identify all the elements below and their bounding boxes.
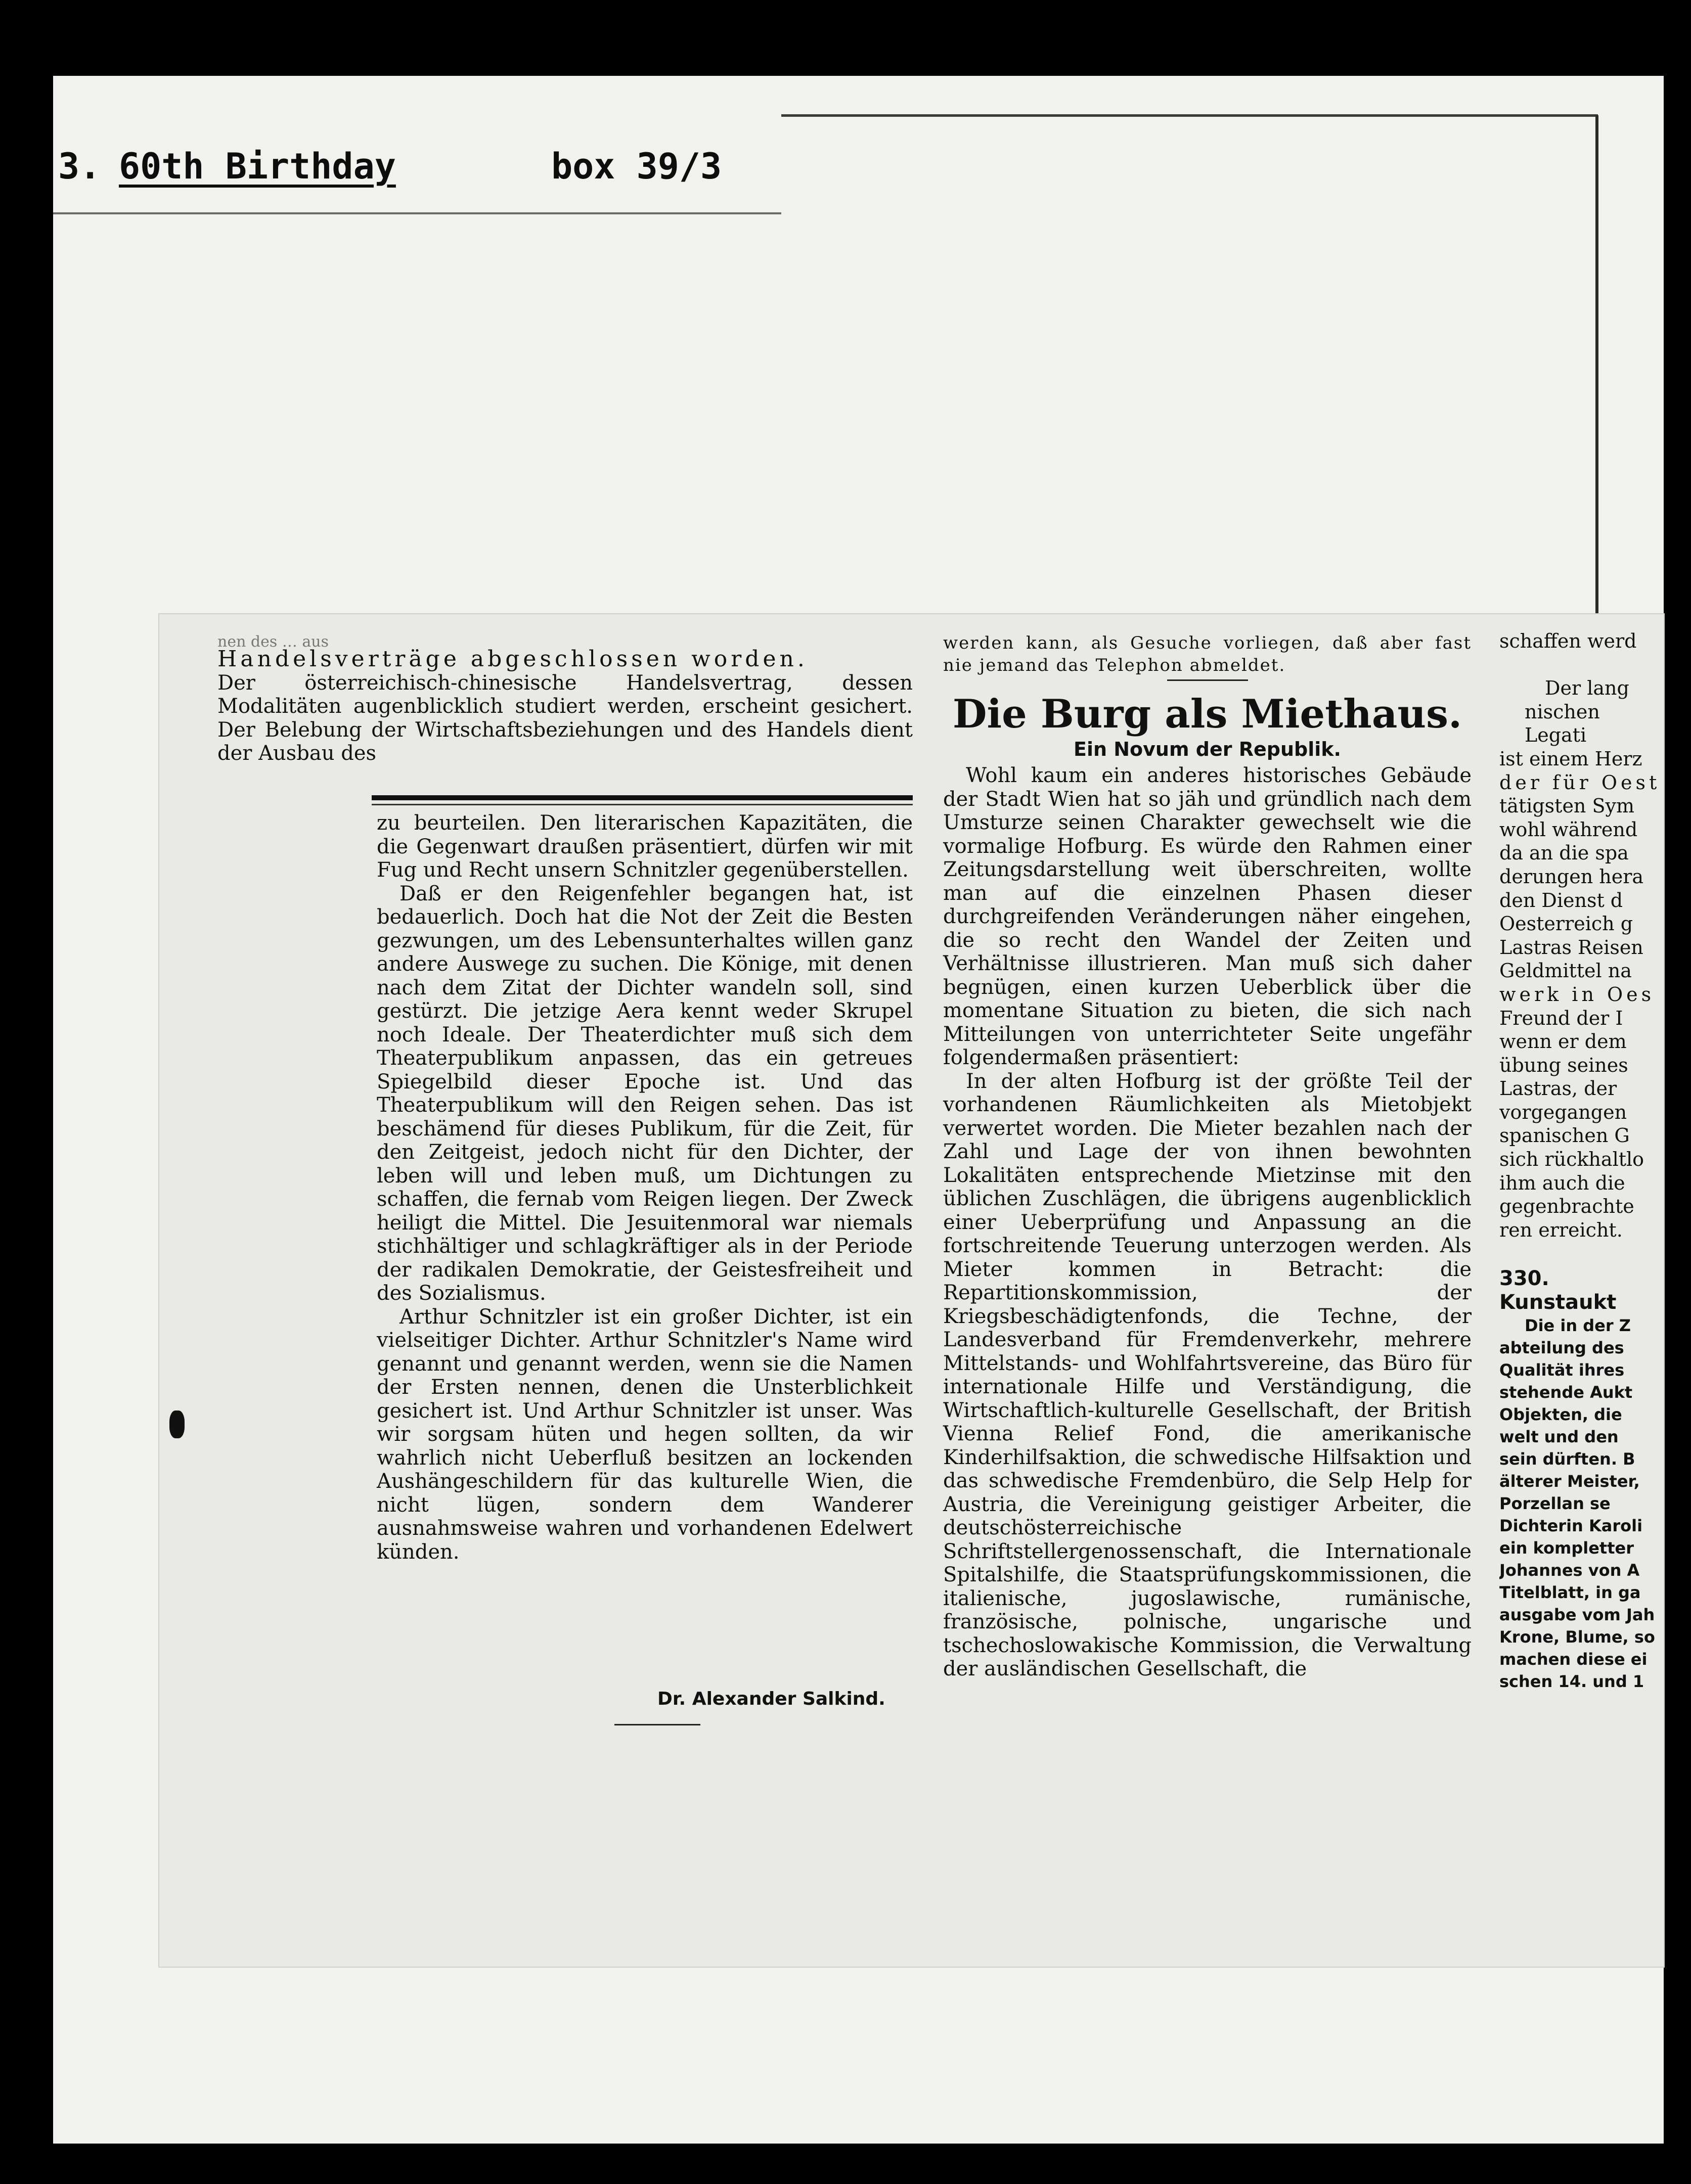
line: Titelblatt, in ga xyxy=(1499,1582,1641,1602)
line: Geldmittel na xyxy=(1499,960,1632,982)
line: ausgabe vom Jah xyxy=(1499,1605,1655,1624)
line: stehende Aukt xyxy=(1499,1382,1633,1402)
line: derungen hera xyxy=(1499,865,1644,888)
paragraph: Handelsverträge abgeschlossen worden. xyxy=(217,646,808,672)
header-divider xyxy=(53,212,781,214)
line: ren erreicht. xyxy=(1499,1218,1623,1241)
line: welt und den xyxy=(1499,1427,1619,1446)
cut-line: nen des … aus xyxy=(217,634,329,648)
line: Qualität ihres xyxy=(1499,1360,1625,1380)
line: Porzellan se xyxy=(1499,1493,1611,1513)
column-1-top-fragment xyxy=(217,634,913,765)
line: der für Oest xyxy=(1499,771,1661,794)
section-title: 330. Kunstaukt xyxy=(1499,1267,1617,1314)
line: tätigsten Sym xyxy=(1499,795,1635,817)
column-divider-thin xyxy=(372,804,913,805)
paragraph: Wohl kaum ein anderes historisches Gebäude der Stadt Wien hat so jäh und gründlich nach dem Umsturze seinen Charakter gewechselt wie die vormalige Hofburg. Es würde den Rahmen einer Zeitungsdarstellung weit überschreiten, wollte man auf die einzelnen Phasen dieser durchgreifenden Veränderungen näher eingehen, die so recht den Wandel der Zeiten und Verhältnisse illustrieren. Man muß sich daher begnügen, einen kurzen Ueberblick über die momentane Situation zu bieten, die sich nach Mitteilungen von unterrichteter Seite ungefähr folgendermaßen präsentiert: xyxy=(943,764,1472,1069)
line: wenn er dem xyxy=(1499,1030,1627,1053)
header-title: 60th Birthday xyxy=(119,146,396,187)
line: wohl während xyxy=(1499,818,1638,841)
column-1 xyxy=(377,811,913,1564)
article-headline: Die Burg als Miethaus. xyxy=(952,691,1462,737)
paragraph: zu beurteilen. Den literarischen Kapazitäten, die die Gegenwart draußen präsentiert, dürfen wir mit Fug und Recht unsern Schnitzler gegenüberstellen. xyxy=(377,811,913,882)
folder-edge-top xyxy=(781,114,1598,117)
line: Krone, Blume, so xyxy=(1499,1627,1655,1647)
paragraph: In der alten Hofburg ist der größte Teil der vorhandenen Räumlichkeiten als Mietobjekt verwertet worden. Die Mieter bezahlen nach der Zahl und Lage der von ihnen bewohnten Lokalitäten entsprechende Mietzinse mit den üblichen Zuschlägen, die übrigens augenblicklich einer Ueberprüfung und Anpassung an die fortschreitende Teuerung unterzogen werden. Als Mieter kommen in Betracht: die Repartitionskommission, der Kriegsbeschädigtenfonds, die Techne, der Landesverband für Fremdenverkehr, mehrere Mittelstands- und Wohlfahrtsvereine, das Büro für internationale Hilfe und Verständigung, die Wirtschaftlich-kulturelle Gesellschaft, der British Vienna Relief Fond, die amerikanische Kinderhilfsaktion, die schwedische Hilfsaktion und das schwedische Fremdenbüro, die Selp Help for Austria, die Vereinigung geistiger Arbeiter, die deutschösterreichische Schriftstellergenossenschaft, die Internationale Spitalshilfe, die Staatsprüfungskommissionen, die italienische, jugoslawische, rumänische, französische, polnische, ungarische und tschechoslowakische Kommission, die Verwaltung der ausländischen Gesellschaft, die xyxy=(943,1069,1472,1680)
column-divider-thick xyxy=(372,795,913,800)
header-box: box 39/3 xyxy=(551,146,722,187)
line: sein dürften. B xyxy=(1499,1449,1635,1469)
line: Lastras Reisen xyxy=(1499,936,1643,959)
line: schen 14. und 1 xyxy=(1499,1671,1644,1691)
line: ist einem Herz xyxy=(1499,747,1642,770)
line: Die in der Z xyxy=(1525,1315,1631,1335)
line: schaffen werd xyxy=(1499,630,1637,652)
short-divider xyxy=(1167,679,1248,681)
line: den Dienst d xyxy=(1499,889,1623,912)
article-end-rule xyxy=(614,1724,700,1725)
line: machen diese ei xyxy=(1499,1649,1648,1669)
line: sich rückhaltlo xyxy=(1499,1148,1644,1171)
line: abteilung des xyxy=(1499,1338,1624,1357)
line: Der lang xyxy=(1545,677,1629,700)
line: älterer Meister, xyxy=(1499,1471,1640,1491)
line: nischen Legati xyxy=(1525,700,1600,747)
paragraph: werden kann, als Gesuche vorliegen, daß aber fast nie jemand das Telephon abmeldet. xyxy=(943,633,1472,675)
scan-blemish xyxy=(169,1410,185,1438)
column-3-cutoff xyxy=(1499,629,1666,1693)
line: ihm auch die xyxy=(1499,1171,1625,1194)
line: Lastras, der xyxy=(1499,1077,1617,1100)
line: Dichterin Karoli xyxy=(1499,1516,1643,1535)
column-2 xyxy=(943,632,1472,1681)
line: ein kompletter xyxy=(1499,1538,1634,1558)
line: da an die spa xyxy=(1499,842,1629,864)
folder-edge-right xyxy=(1595,115,1598,631)
header-prefix: 3. xyxy=(58,146,101,187)
line: spanischen G xyxy=(1499,1124,1630,1147)
paragraph: Daß er den Reigenfehler begangen hat, ist bedauerlich. Doch hat die Not der Zeit die Besten gezwungen, um des Lebensunterhaltes willen ganz andere Auswege zu suchen. Die Könige, mit denen nach dem Zitat der Dichter wandeln soll, sind gestürzt. Die jetzige Aera kennt weder Skrupel noch Ideale. Der Theaterdichter muß sich dem Theaterpublikum anpassen, das ein getreues Spiegelbild dieser Epoche ist. Und das Theaterpublikum will den Reigen sehen. Das ist beschämend für dieses Publikum, für die Zeit, für den Zeitgeist, jedoch nicht für den Dichter, der leben will und leben muß, um Dichtungen zu schaffen, die fernab vom Reigen liegen. Der Zweck heiligt die Mittel. Die Jesuitenmoral war niemals stichhältiger und schlagkräftiger als in der Periode der radikalen Demokratie, der Geistesfreiheit und des Sozialismus. xyxy=(377,882,913,1305)
line: werk in Oes xyxy=(1499,983,1655,1006)
line: übung seines xyxy=(1499,1054,1628,1076)
author-signature: Dr. Alexander Salkind. xyxy=(657,1689,885,1709)
line: Oesterreich g xyxy=(1499,913,1633,935)
line xyxy=(1499,653,1666,677)
line: gegenbrachte xyxy=(1499,1195,1634,1218)
line: Johannes von A xyxy=(1499,1560,1640,1580)
paragraph: Arthur Schnitzler ist ein großer Dichter, ist ein vielseitiger Dichter. Arthur Schnitzler's Name wird genannt und genannt werden, wenn sie die Namen der Ersten nennen, denen die Unsterblichkeit gesichert ist. Und Arthur Schnitzler ist unser. Was wir sorgsam hüten und hegen sollten, da wir wahrlich nicht Ueberfluß besitzen an lockenden Aushängeschildern für das kulturelle Wien, die nicht lügen, sondern dem Wanderer ausnahmsweise wahren und vorhandenen Edelwert künden. xyxy=(377,1305,913,1564)
line: Freund der I xyxy=(1499,1007,1623,1029)
line: Objekten, die xyxy=(1499,1404,1622,1424)
paragraph: Der österreichisch-chinesische Handelsvertrag, dessen Modalitäten augenblicklich studiert werden, erscheint gesichert. Der Belebung der Wirtschaftsbeziehungen und des Handels dient der Ausbau des xyxy=(217,671,913,765)
line: vorgegangen xyxy=(1499,1101,1627,1123)
article-subheadline: Ein Novum der Republik. xyxy=(1073,738,1341,760)
